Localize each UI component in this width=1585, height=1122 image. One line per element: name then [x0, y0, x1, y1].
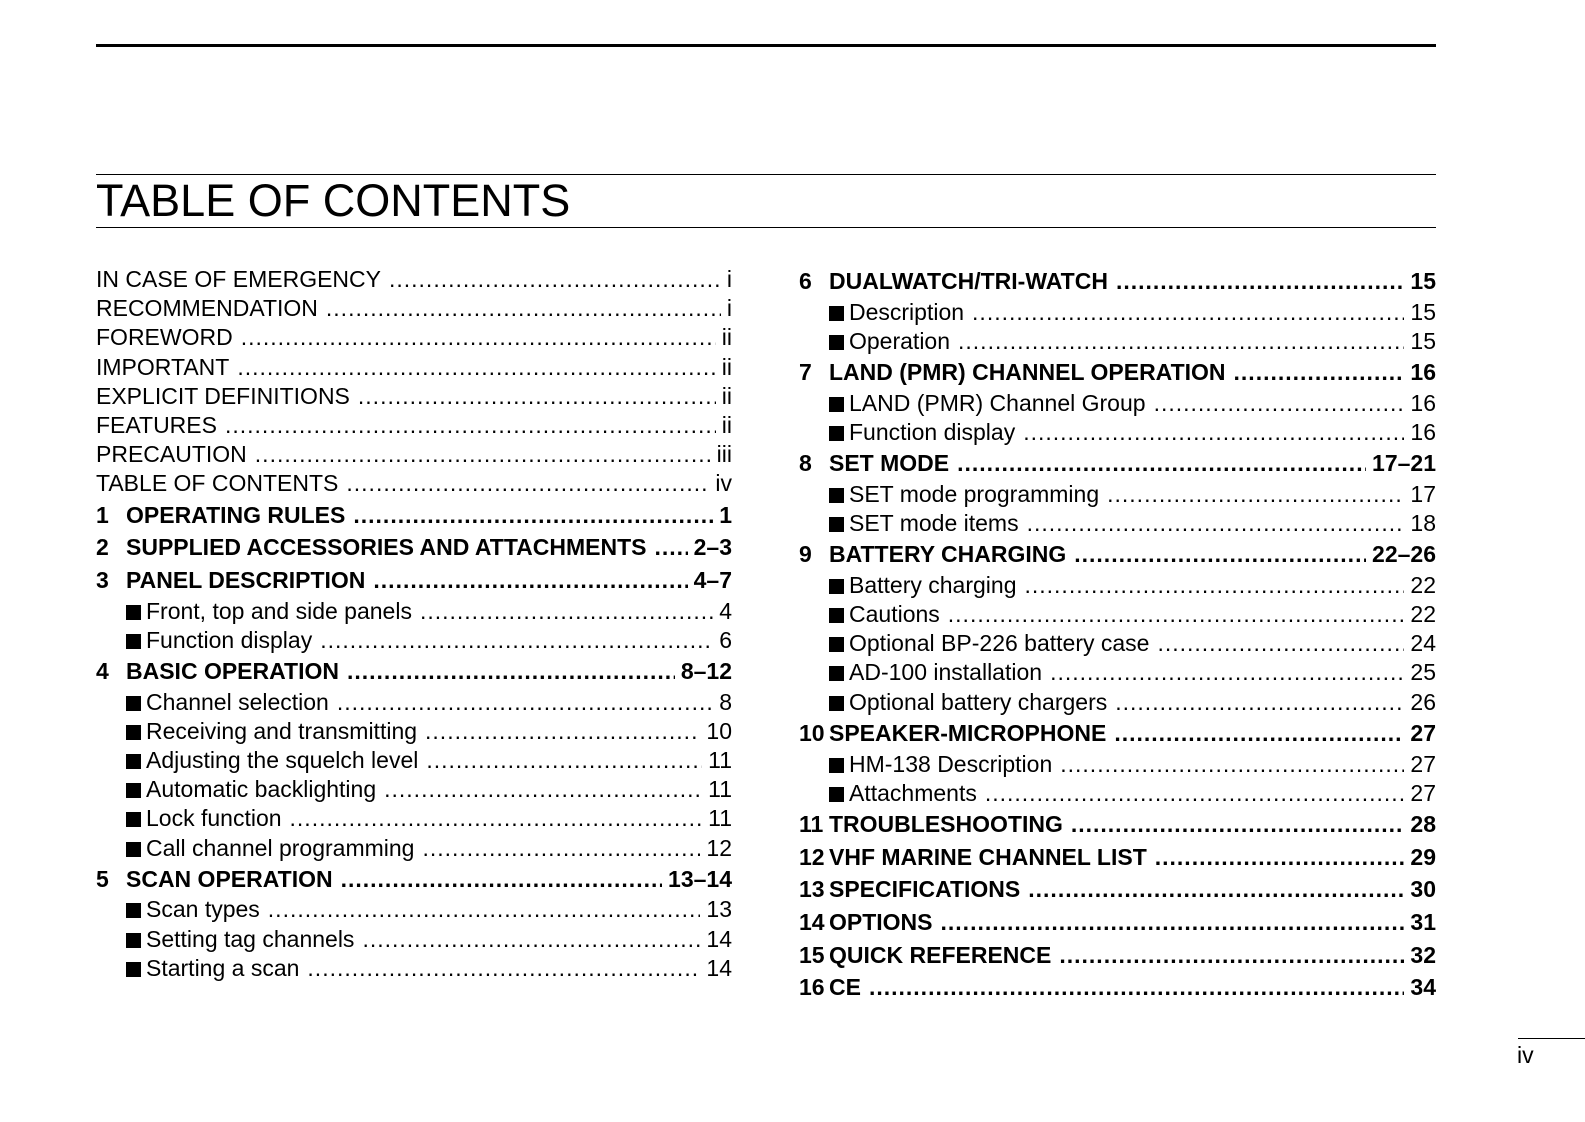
dot-leader	[307, 954, 700, 983]
toc-entry[interactable]	[799, 447, 1436, 480]
toc-entry[interactable]	[96, 925, 732, 954]
toc-entry-page: i	[726, 266, 732, 292]
dot-leader	[948, 600, 1405, 629]
toc-entry-page: ii	[721, 353, 732, 380]
toc-entry-title: AD-100 installation	[849, 659, 1043, 686]
toc-entry[interactable]	[96, 353, 732, 382]
toc-entry-title: Function display	[146, 626, 313, 653]
square-bullet-icon	[829, 666, 844, 681]
square-bullet-icon	[126, 605, 141, 620]
toc-entry[interactable]	[799, 939, 1436, 972]
toc-entry[interactable]	[799, 971, 1436, 1004]
toc-entry[interactable]	[799, 327, 1436, 356]
square-bullet-icon	[829, 758, 844, 773]
dot-leader	[362, 925, 700, 954]
toc-entry-page: iv	[715, 470, 732, 497]
chapter-number: 1	[96, 501, 109, 528]
toc-entry-page: 30	[1410, 876, 1436, 903]
dot-leader	[268, 895, 701, 924]
toc-entry[interactable]	[96, 265, 732, 294]
toc-entry-title: Cautions	[849, 601, 940, 628]
toc-entry-page: ii	[721, 324, 732, 351]
toc-entry-title: IMPORTANT	[96, 353, 230, 380]
square-bullet-icon	[829, 426, 844, 441]
square-bullet-icon	[829, 517, 844, 532]
toc-entry-page: 4–7	[693, 566, 732, 593]
toc-entry-page: 11	[708, 747, 732, 773]
toc-entry-page: 14	[706, 925, 732, 952]
chapter-number: 4	[96, 657, 109, 684]
dot-leader	[1074, 538, 1366, 571]
toc-entry[interactable]	[799, 600, 1436, 629]
toc-entry-title: SET mode programming	[849, 480, 1100, 507]
square-bullet-icon	[829, 335, 844, 350]
dot-leader	[347, 655, 675, 688]
toc-entry-title: VHF MARINE CHANNEL LIST	[829, 843, 1147, 870]
toc-entry-page: 14	[706, 954, 732, 981]
toc-left-column	[96, 265, 732, 983]
toc-entry[interactable]	[96, 626, 732, 655]
toc-entry[interactable]	[799, 356, 1436, 389]
dot-leader	[425, 717, 700, 746]
toc-entry-page: 11	[708, 805, 732, 832]
toc-entry-page: 31	[1410, 908, 1436, 935]
toc-entry-page: 17	[1410, 480, 1436, 507]
toc-entry-page: 32	[1410, 941, 1436, 968]
dot-leader	[985, 779, 1405, 808]
toc-entry[interactable]	[799, 808, 1436, 841]
toc-entry-page: 15	[1410, 327, 1436, 354]
toc-entry-title: TROUBLESHOOTING	[829, 810, 1063, 837]
square-bullet-icon	[126, 933, 141, 948]
toc-entry-title: RECOMMENDATION	[96, 295, 318, 322]
toc-entry-title: LAND (PMR) CHANNEL OPERATION	[829, 359, 1226, 386]
toc-entry-page: 34	[1410, 974, 1436, 1001]
toc-entry-title: Receiving and transmitting	[146, 717, 418, 744]
toc-entry-title: Operation	[849, 327, 951, 354]
toc-entry-title: EXPLICIT DEFINITIONS	[96, 382, 350, 409]
toc-entry-page: 22	[1410, 571, 1436, 598]
toc-entry-title: QUICK REFERENCE	[829, 941, 1052, 968]
toc-entry-page: ii	[721, 411, 732, 438]
dot-leader	[337, 688, 713, 717]
toc-entry-title: Scan types	[146, 896, 260, 923]
toc-entry-title: FOREWORD	[96, 324, 233, 351]
toc-entry-title: SET mode items	[849, 510, 1019, 536]
toc-entry-page: 29	[1410, 843, 1436, 870]
toc-entry-title: Setting tag channels	[146, 925, 355, 952]
toc-entry-page: 1	[719, 501, 732, 528]
toc-entry[interactable]	[96, 895, 732, 924]
square-bullet-icon	[829, 306, 844, 321]
dot-leader	[320, 626, 713, 655]
toc-entry[interactable]	[799, 873, 1436, 906]
toc-entry-page: 8	[719, 688, 732, 715]
toc-entry-page: 12	[706, 834, 732, 861]
toc-entry[interactable]	[799, 480, 1436, 509]
toc-entry[interactable]	[96, 382, 732, 411]
dot-leader	[1115, 688, 1404, 717]
title-rule-bottom	[96, 227, 1436, 228]
square-bullet-icon	[126, 812, 141, 827]
toc-entry[interactable]	[96, 717, 732, 746]
toc-entry-page: 22–26	[1372, 541, 1436, 568]
toc-entry-title: Optional battery chargers	[849, 688, 1108, 715]
square-bullet-icon	[829, 608, 844, 623]
toc-entry-page: 17–21	[1372, 450, 1436, 477]
toc-entry-title: SET MODE	[829, 450, 950, 477]
toc-entry-title: Attachments	[849, 779, 977, 806]
dot-leader	[358, 382, 716, 411]
square-bullet-icon	[126, 725, 141, 740]
dot-leader	[373, 564, 687, 597]
toc-entry-page: 26	[1410, 688, 1436, 715]
toc-entry-title: SPECIFICATIONS	[829, 876, 1021, 903]
square-bullet-icon	[829, 696, 844, 711]
square-bullet-icon	[829, 397, 844, 412]
dot-leader	[1157, 629, 1404, 658]
toc-entry-page: 13	[706, 896, 732, 923]
square-bullet-icon	[126, 962, 141, 977]
toc-entry[interactable]	[799, 571, 1436, 600]
dot-leader	[1060, 750, 1404, 779]
toc-entry-title: Lock function	[146, 805, 282, 832]
toc-entry[interactable]	[96, 863, 732, 896]
toc-entry[interactable]	[799, 389, 1436, 418]
toc-entry-title: Call channel programming	[146, 834, 415, 861]
dot-leader	[972, 298, 1404, 327]
toc-entry-page: 11	[708, 776, 732, 803]
square-bullet-icon	[126, 754, 141, 769]
chapter-number: 6	[799, 268, 812, 294]
toc-entry-title: PANEL DESCRIPTION	[126, 566, 366, 593]
toc-entry-page: 24	[1410, 630, 1436, 657]
toc-entry-title: Starting a scan	[146, 954, 300, 981]
toc-entry-title: CE	[829, 974, 861, 1001]
top-rule	[96, 44, 1436, 47]
dot-leader	[346, 469, 709, 498]
toc-entry[interactable]	[799, 688, 1436, 717]
toc-entry-title: BATTERY CHARGING	[829, 541, 1067, 568]
dot-leader	[241, 323, 716, 352]
toc-entry[interactable]	[799, 841, 1436, 874]
toc-entry[interactable]	[96, 688, 732, 717]
toc-entry-title: LAND (PMR) Channel Group	[849, 389, 1146, 416]
toc-entry-title: Function display	[849, 418, 1016, 445]
toc-entry[interactable]	[96, 469, 732, 498]
chapter-number: 8	[799, 450, 812, 477]
toc-entry[interactable]	[96, 499, 732, 532]
dot-leader	[1027, 509, 1405, 538]
dot-leader	[1050, 658, 1404, 687]
dot-leader	[1028, 873, 1404, 906]
toc-entry-page: 4	[719, 597, 732, 624]
toc-entry-page: 25	[1410, 659, 1436, 686]
toc-entry-title: OPERATING RULES	[126, 501, 346, 528]
dot-leader	[225, 411, 716, 440]
dot-leader	[384, 775, 702, 804]
dot-leader	[1059, 939, 1404, 972]
toc-entry[interactable]	[96, 440, 732, 469]
dot-leader	[941, 906, 1405, 939]
dot-leader	[1107, 480, 1404, 509]
toc-entry-title: Description	[849, 298, 965, 325]
toc-entry-page: 18	[1410, 510, 1436, 536]
chapter-number: 11	[799, 810, 824, 837]
toc-entry-title: TABLE OF CONTENTS	[96, 470, 339, 497]
dot-leader	[1114, 717, 1404, 750]
dot-leader	[1234, 356, 1405, 389]
toc-entry[interactable]	[96, 597, 732, 626]
toc-entry-page: 8–12	[680, 657, 732, 684]
dot-leader	[1071, 808, 1405, 841]
toc-entry-title: Automatic backlighting	[146, 776, 377, 803]
toc-entry-title: Front, top and side panels	[146, 597, 412, 624]
toc-entry[interactable]	[799, 509, 1436, 538]
square-bullet-icon	[829, 787, 844, 802]
square-bullet-icon	[126, 696, 141, 711]
toc-entry-page: 16	[1410, 359, 1436, 386]
toc-entry[interactable]	[799, 906, 1436, 939]
toc-entry-page: 16	[1410, 418, 1436, 445]
square-bullet-icon	[829, 579, 844, 594]
toc-entry[interactable]	[96, 294, 732, 323]
toc-entry-page: 27	[1410, 779, 1436, 806]
dot-leader	[1023, 418, 1404, 447]
chapter-number: 12	[799, 843, 825, 870]
chapter-number: 5	[96, 865, 109, 892]
toc-entry-page: 27	[1410, 719, 1436, 746]
chapter-number: 15	[799, 941, 825, 968]
square-bullet-icon	[126, 783, 141, 798]
dot-leader	[1024, 571, 1404, 600]
square-bullet-icon	[829, 637, 844, 652]
toc-entry-page: 15	[1410, 268, 1436, 294]
toc-entry-title: PRECAUTION	[96, 441, 247, 468]
toc-entry-page: 2–3	[693, 534, 732, 561]
square-bullet-icon	[829, 488, 844, 503]
toc-entry-page: i	[726, 295, 732, 322]
dot-leader	[422, 834, 700, 863]
toc-entry[interactable]	[799, 750, 1436, 779]
toc-entry-title: IN CASE OF EMERGENCY	[96, 266, 381, 292]
toc-entry[interactable]	[799, 717, 1436, 750]
toc-entry-page: iii	[716, 441, 732, 468]
toc-entry-page: 16	[1410, 389, 1436, 416]
dot-leader	[1154, 389, 1405, 418]
chapter-number: 14	[799, 908, 825, 935]
toc-entry-page: ii	[721, 382, 732, 409]
square-bullet-icon	[126, 634, 141, 649]
dot-leader	[237, 353, 715, 382]
toc-entry-title: SPEAKER-MICROPHONE	[829, 719, 1107, 746]
toc-entry-title: SUPPLIED ACCESSORIES AND ATTACHMENTS	[126, 534, 647, 561]
toc-entry-title: Channel selection	[146, 688, 329, 715]
toc-entry[interactable]	[799, 538, 1436, 571]
toc-entry-page: 27	[1410, 750, 1436, 777]
page-number: iv	[1517, 1042, 1534, 1068]
chapter-number: 2	[96, 534, 109, 561]
chapter-number: 10	[799, 719, 825, 746]
square-bullet-icon	[126, 903, 141, 918]
page-title: TABLE OF CONTENTS	[96, 175, 571, 226]
toc-entry-title: OPTIONS	[829, 908, 933, 935]
dot-leader	[655, 531, 688, 564]
dot-leader	[290, 804, 703, 833]
toc-entry[interactable]	[799, 779, 1436, 808]
toc-entry-page: 15	[1410, 298, 1436, 325]
dot-leader	[326, 294, 721, 323]
toc-entry-page: 22	[1410, 601, 1436, 628]
dot-leader	[426, 746, 702, 775]
dot-leader	[420, 597, 713, 626]
toc-entry-title: Adjusting the squelch level	[146, 747, 419, 773]
toc-entry-title: BASIC OPERATION	[126, 657, 339, 684]
toc-entry[interactable]	[96, 746, 732, 775]
toc-entry-title: HM-138 Description	[849, 750, 1053, 777]
toc-entry-title: Optional BP-226 battery case	[849, 630, 1150, 657]
toc-entry[interactable]	[96, 655, 732, 688]
dot-leader	[1116, 265, 1404, 298]
dot-leader	[389, 265, 721, 294]
toc-entry[interactable]	[799, 298, 1436, 327]
chapter-number: 9	[799, 541, 812, 568]
toc-entry[interactable]	[96, 564, 732, 597]
chapter-number: 16	[799, 974, 825, 1001]
dot-leader	[958, 327, 1404, 356]
dot-leader	[1155, 841, 1405, 874]
toc-entry-page: 28	[1410, 810, 1436, 837]
toc-entry[interactable]	[96, 804, 732, 833]
toc-entry-title: Battery charging	[849, 571, 1017, 598]
chapter-number: 13	[799, 876, 825, 903]
toc-entry[interactable]	[799, 265, 1436, 298]
toc-entry-page: 13–14	[668, 865, 732, 892]
toc-entry[interactable]	[799, 418, 1436, 447]
toc-entry[interactable]	[96, 531, 732, 564]
dot-leader	[341, 863, 662, 896]
toc-entry-page: 6	[719, 626, 732, 653]
toc-entry[interactable]	[96, 954, 732, 983]
toc-entry[interactable]	[799, 629, 1436, 658]
toc-entry[interactable]	[96, 411, 732, 440]
toc-entry[interactable]	[96, 775, 732, 804]
toc-entry-title: SCAN OPERATION	[126, 865, 333, 892]
chapter-number: 7	[799, 359, 812, 386]
dot-leader	[255, 440, 711, 469]
folio-rule	[1518, 1038, 1585, 1039]
toc-entry[interactable]	[96, 834, 732, 863]
toc-entry-title: DUALWATCH/TRI-WATCH	[829, 268, 1108, 294]
dot-leader	[869, 971, 1404, 1004]
toc-entry[interactable]	[799, 658, 1436, 687]
square-bullet-icon	[126, 842, 141, 857]
toc-entry-page: 10	[706, 717, 732, 744]
chapter-number: 3	[96, 566, 109, 593]
dot-leader	[353, 499, 713, 532]
dot-leader	[957, 447, 1366, 480]
toc-right-column	[799, 265, 1436, 1004]
toc-entry[interactable]	[96, 323, 732, 352]
toc-entry-title: FEATURES	[96, 411, 217, 438]
